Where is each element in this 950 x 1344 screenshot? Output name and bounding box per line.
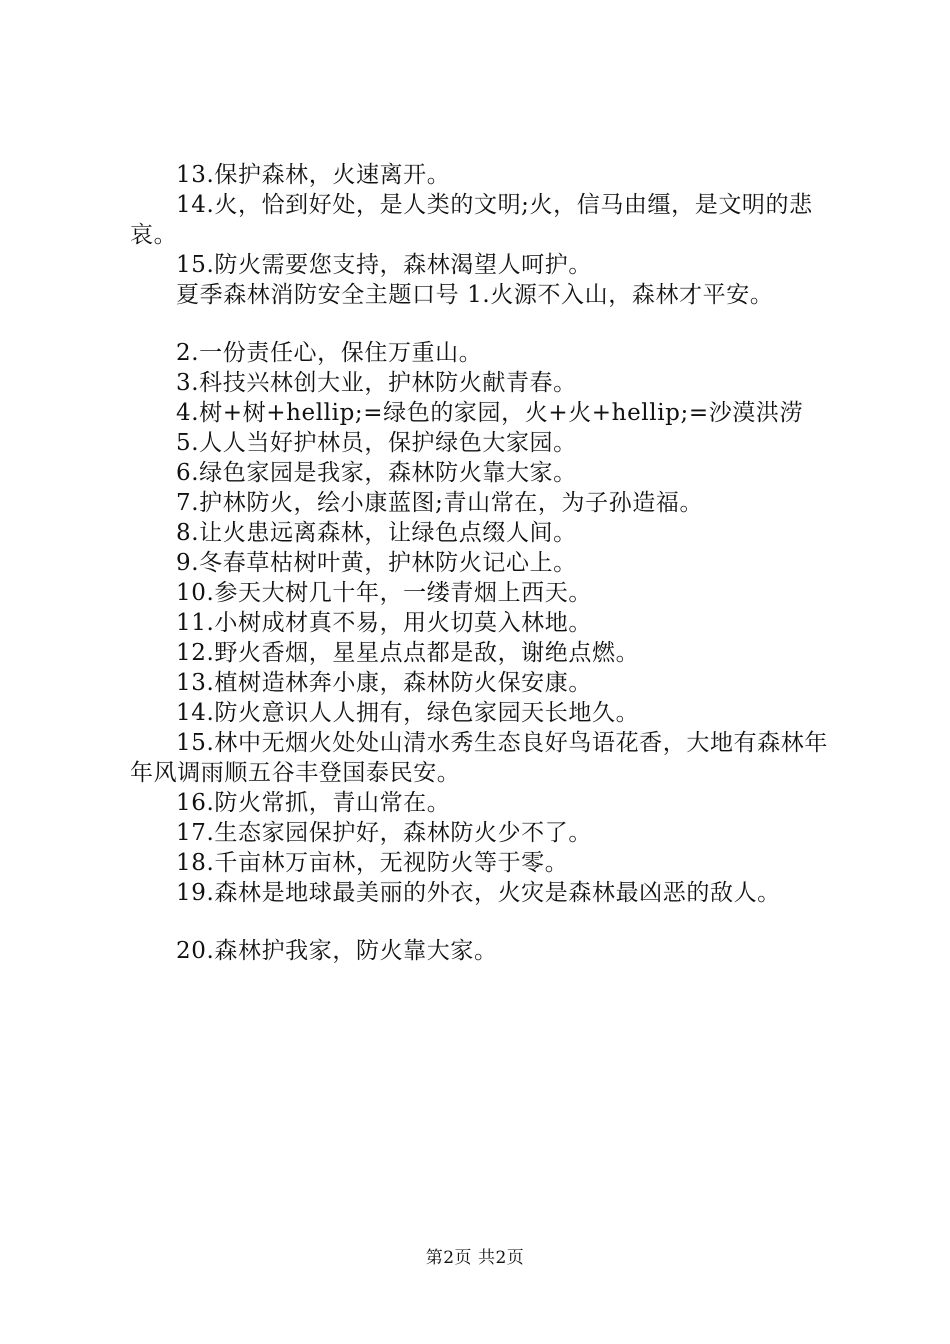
paragraph: 18.千亩林万亩林，无视防火等于零。: [176, 850, 569, 876]
paragraph: 2.一份责任心，保住万重山。: [176, 340, 483, 366]
paragraph: 12.野火香烟，星星点点都是敌，谢绝点燃。: [176, 640, 640, 666]
paragraph: 17.生态家园保护好，森林防火少不了。: [176, 820, 592, 846]
page-footer: 第2页 共2页: [425, 1248, 525, 1268]
paragraph: 13.保护森林，火速离开。: [176, 162, 451, 188]
paragraph: 4.树+树+hellip;=绿色的家园，火+火+hellip;=沙漠洪涝: [176, 400, 804, 426]
paragraph: 6.绿色家园是我家，森林防火靠大家。: [176, 460, 577, 486]
paragraph: 16.防火常抓，青山常在。: [176, 790, 451, 816]
paragraph: 20.森林护我家，防火靠大家。: [176, 938, 498, 964]
paragraph: 14.防火意识人人拥有，绿色家园天长地久。: [176, 700, 640, 726]
paragraph: 9.冬春草枯树叶黄，护林防火记心上。: [176, 550, 577, 576]
paragraph: 13.植树造林奔小康，森林防火保安康。: [176, 670, 592, 696]
paragraph: 15.防火需要您支持，森林渴望人呵护。: [176, 252, 592, 278]
paragraph: 8.让火患远离森林，让绿色点缀人间。: [176, 520, 577, 546]
paragraph: 5.人人当好护林员，保护绿色大家园。: [176, 430, 577, 456]
paragraph: 19.森林是地球最美丽的外衣，火灾是森林最凶恶的敌人。: [176, 880, 781, 906]
slogan-list: [130, 160, 830, 966]
paragraph: 夏季森林消防安全主题口号 1.火源不入山，森林才平安。: [176, 282, 774, 308]
paragraph: 11.小树成材真不易，用火切莫入林地。: [176, 610, 592, 636]
paragraph: 15.林中无烟火处处山清水秀生态良好鸟语花香，大地有森林年年风调雨顺五谷丰登国泰民安。: [130, 730, 828, 786]
paragraph: 3.科技兴林创大业，护林防火献青春。: [176, 370, 577, 396]
paragraph: 7.护林防火，绘小康蓝图;青山常在，为子孙造福。: [176, 490, 704, 516]
paragraph: 10.参天大树几十年，一缕青烟上西天。: [176, 580, 592, 606]
paragraph: 14.火，恰到好处，是人类的文明;火，信马由缰，是文明的悲哀。: [130, 192, 813, 248]
